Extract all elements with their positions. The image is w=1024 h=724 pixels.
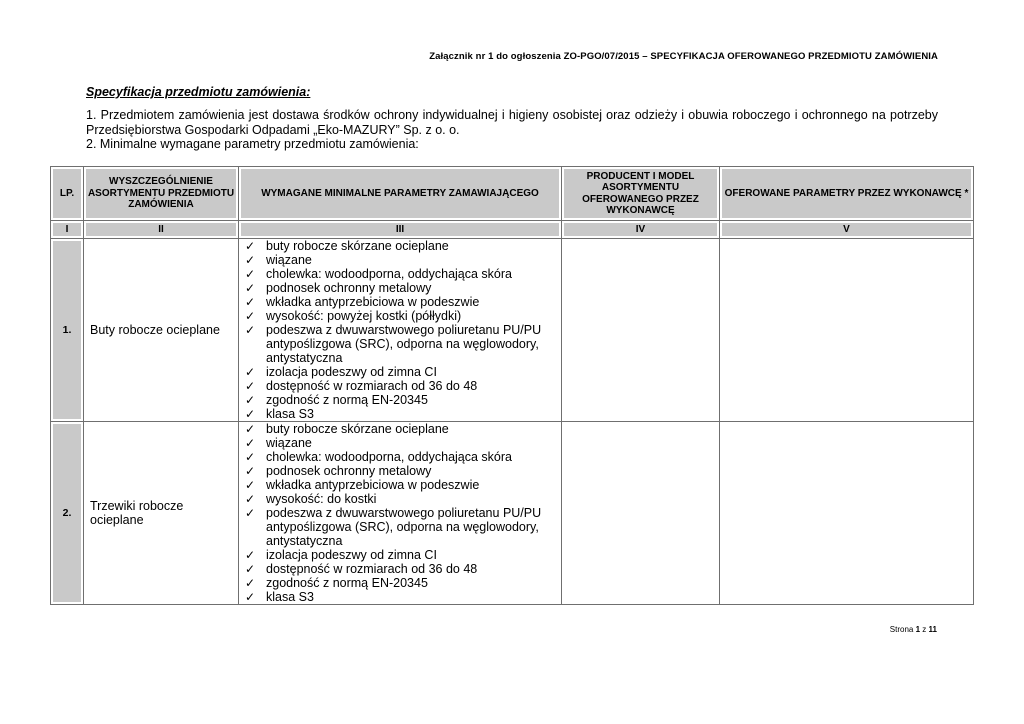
checkmark-icon: ✓ (245, 365, 256, 379)
list-item (239, 253, 561, 267)
parameter-text: podeszwa z dwuwarstwowego poliuretanu PU/PU antypoślizgowa (SRC), odporna na węglowodory, antystatyczna (266, 323, 542, 365)
parameter-text: dostępność w rozmiarach od 36 do 48 (266, 562, 478, 576)
list-item (239, 379, 561, 393)
column-number: III (239, 221, 562, 239)
list-item (239, 239, 561, 253)
checkmark-icon: ✓ (245, 576, 256, 590)
checkmark-icon: ✓ (245, 492, 256, 506)
parameter-text: buty robocze skórzane ocieplane (266, 239, 449, 253)
list-item (239, 576, 561, 590)
header-producer-model: PRODUCENT I MODEL ASORTYMENTU OFEROWANEGO PRZEZ WYKONAWCĘ (562, 167, 720, 221)
parameter-text: wkładka antyprzebiciowa w podeszwie (266, 478, 480, 492)
checkmark-icon: ✓ (245, 506, 256, 520)
header-offered-parameters: OFEROWANE PARAMETRY PRZEZ WYKONAWCĘ * (720, 167, 974, 221)
checkmark-icon: ✓ (245, 464, 256, 478)
page-total: 11 (928, 625, 937, 634)
checkmark-icon: ✓ (245, 239, 256, 253)
parameter-text: dostępność w rozmiarach od 36 do 48 (266, 379, 478, 393)
list-item (239, 309, 561, 323)
list-item (239, 590, 561, 604)
intro-text (86, 108, 938, 152)
list-item (239, 464, 561, 478)
intro-paragraph-1: 1. Przedmiotem zamówienia jest dostawa środków ochrony indywidualnej i higieny osobistej oraz odzieży i obuwia roboczego i ochronnego na potrzeby Przedsiębiorstwa Gospodarki Odpadami „Eko-MAZURY” Sp. z o. o. (86, 108, 938, 137)
parameter-text: izolacja podeszwy od zimna CI (266, 365, 437, 379)
checkmark-icon: ✓ (245, 323, 256, 337)
checkmark-icon: ✓ (245, 253, 256, 267)
section-title: Specyfikacja przedmiotu zamówienia: (86, 85, 311, 99)
list-item (239, 492, 561, 506)
list-item (239, 506, 561, 548)
specification-table (50, 166, 974, 605)
checkmark-icon: ✓ (245, 309, 256, 323)
checkmark-icon: ✓ (245, 295, 256, 309)
parameter-text: cholewka: wodoodporna, oddychająca skóra (266, 267, 512, 281)
header-item-description: WYSZCZEGÓLNIENIE ASORTYMENTU PRZEDMIOTU ZAMÓWIENIA (84, 167, 239, 221)
parameter-list (239, 422, 561, 604)
producer-model-cell[interactable] (562, 422, 720, 605)
checkmark-icon: ✓ (245, 407, 256, 421)
parameter-text: buty robocze skórzane ocieplane (266, 422, 449, 436)
list-item (239, 365, 561, 379)
checkmark-icon: ✓ (245, 267, 256, 281)
table-row (51, 422, 974, 605)
page-separator: z (922, 625, 927, 634)
checkmark-icon: ✓ (245, 436, 256, 450)
checkmark-icon: ✓ (245, 450, 256, 464)
item-name: Trzewiki robocze ocieplane (84, 422, 239, 605)
required-parameters-cell (239, 239, 562, 422)
page-label: Strona (889, 625, 914, 634)
parameter-text: cholewka: wodoodporna, oddychająca skóra (266, 450, 512, 464)
row-number: 1. (51, 239, 84, 422)
parameter-text: wysokość: powyżej kostki (półłydki) (266, 309, 462, 323)
column-number: V (720, 221, 974, 239)
list-item (239, 422, 561, 436)
list-item (239, 393, 561, 407)
item-name: Buty robocze ocieplane (84, 239, 239, 422)
list-item (239, 295, 561, 309)
column-number: IV (562, 221, 720, 239)
document-header-note: Załącznik nr 1 do ogłoszenia ZO-PGO/07/2015 – SPECYFIKACJA OFEROWANEGO PRZEDMIOTU ZAMÓWIENIA (429, 51, 938, 62)
list-item (239, 562, 561, 576)
list-item (239, 436, 561, 450)
parameter-text: wiązane (266, 253, 312, 267)
column-number: I (51, 221, 84, 239)
parameter-text: wysokość: do kostki (266, 492, 377, 506)
parameter-text: wkładka antyprzebiciowa w podeszwie (266, 295, 480, 309)
parameter-text: zgodność z normą EN-20345 (266, 576, 428, 590)
row-number: 2. (51, 422, 84, 605)
checkmark-icon: ✓ (245, 379, 256, 393)
list-item (239, 407, 561, 421)
checkmark-icon: ✓ (245, 548, 256, 562)
required-parameters-cell (239, 422, 562, 605)
parameter-text: podnosek ochronny metalowy (266, 464, 432, 478)
column-number: II (84, 221, 239, 239)
checkmark-icon: ✓ (245, 562, 256, 576)
offered-parameters-cell[interactable] (720, 422, 974, 605)
parameter-text: zgodność z normą EN-20345 (266, 393, 428, 407)
checkmark-icon: ✓ (245, 281, 256, 295)
checkmark-icon: ✓ (245, 478, 256, 492)
parameter-list (239, 239, 561, 421)
header-lp: LP. (51, 167, 84, 221)
list-item (239, 323, 561, 365)
list-item (239, 267, 561, 281)
table-row (51, 239, 974, 422)
list-item (239, 281, 561, 295)
list-item (239, 478, 561, 492)
table-numbering-row (51, 221, 974, 239)
page-number (890, 625, 937, 634)
checkmark-icon: ✓ (245, 393, 256, 407)
table-header-row (51, 167, 974, 221)
list-item (239, 450, 561, 464)
offered-parameters-cell[interactable] (720, 239, 974, 422)
parameter-text: klasa S3 (266, 590, 314, 604)
checkmark-icon: ✓ (245, 590, 256, 604)
checkmark-icon: ✓ (245, 422, 256, 436)
header-required-parameters: WYMAGANE MINIMALNE PARAMETRY ZAMAWIAJĄCEGO (239, 167, 562, 221)
parameter-text: izolacja podeszwy od zimna CI (266, 548, 437, 562)
parameter-text: podnosek ochronny metalowy (266, 281, 432, 295)
parameter-text: klasa S3 (266, 407, 314, 421)
parameter-text: podeszwa z dwuwarstwowego poliuretanu PU/PU antypoślizgowa (SRC), odporna na węglowodory, antystatyczna (266, 506, 542, 548)
parameter-text: wiązane (266, 436, 312, 450)
page-current: 1 (915, 625, 921, 634)
producer-model-cell[interactable] (562, 239, 720, 422)
intro-paragraph-2: 2. Minimalne wymagane parametry przedmiotu zamówienia: (86, 137, 419, 151)
list-item (239, 548, 561, 562)
